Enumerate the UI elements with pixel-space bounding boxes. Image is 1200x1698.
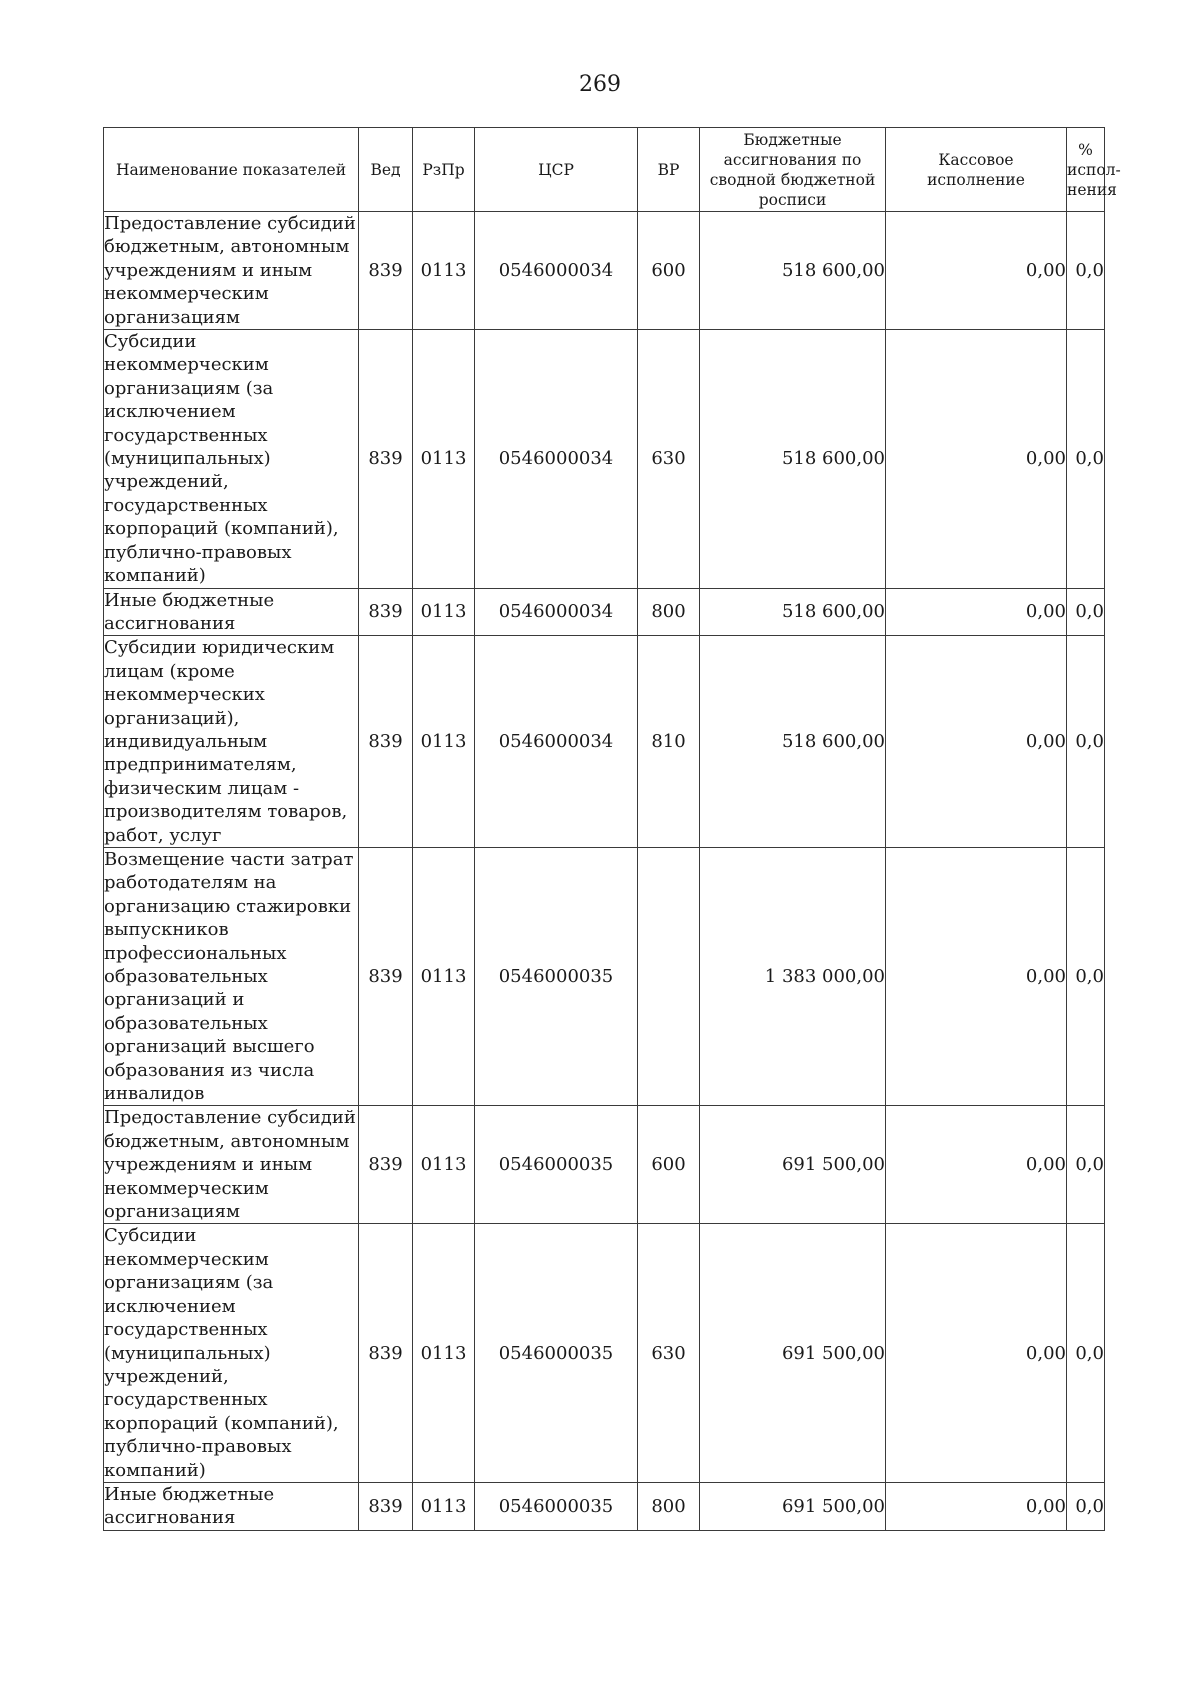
cell-name: Иные бюджетные ассигнования: [104, 588, 359, 636]
cell-csr: 0546000034: [475, 588, 638, 636]
cell-vr: 630: [638, 1224, 700, 1482]
cell-rzpr: 0113: [413, 330, 475, 588]
cell-cash-execution: 0,00: [886, 330, 1067, 588]
cell-assignment: 691 500,00: [700, 1106, 886, 1224]
cell-cash-execution: 0,00: [886, 636, 1067, 848]
header-row: [104, 128, 1105, 212]
cell-cash-execution: 0,00: [886, 1482, 1067, 1530]
cell-rzpr: 0113: [413, 588, 475, 636]
table-row: [104, 1482, 1105, 1530]
cell-csr: 0546000035: [475, 847, 638, 1105]
cell-vr: 800: [638, 1482, 700, 1530]
cell-percent: 0,0: [1067, 588, 1105, 636]
table-row: [104, 212, 1105, 330]
cell-percent: 0,0: [1067, 636, 1105, 848]
header-csr: ЦСР: [475, 128, 638, 212]
header-cash: Кассовое исполнение: [886, 128, 1067, 212]
table-row: [104, 588, 1105, 636]
cell-vr: 630: [638, 330, 700, 588]
header-assign: Бюджетные ассигнования по сводной бюджетной росписи: [700, 128, 886, 212]
header-ved: Вед: [359, 128, 413, 212]
page-number: 269: [579, 72, 621, 97]
cell-rzpr: 0113: [413, 1482, 475, 1530]
cell-ved: 839: [359, 330, 413, 588]
cell-rzpr: 0113: [413, 636, 475, 848]
cell-cash-execution: 0,00: [886, 588, 1067, 636]
cell-assignment: 518 600,00: [700, 212, 886, 330]
cell-percent: 0,0: [1067, 1106, 1105, 1224]
cell-ved: 839: [359, 636, 413, 848]
header-pct: % испол-нения: [1067, 128, 1105, 212]
cell-rzpr: 0113: [413, 212, 475, 330]
cell-csr: 0546000034: [475, 212, 638, 330]
cell-ved: 839: [359, 1482, 413, 1530]
cell-rzpr: 0113: [413, 847, 475, 1105]
cell-percent: 0,0: [1067, 1224, 1105, 1482]
cell-assignment: 691 500,00: [700, 1224, 886, 1482]
cell-ved: 839: [359, 212, 413, 330]
cell-vr: [638, 847, 700, 1105]
cell-csr: 0546000034: [475, 636, 638, 848]
cell-vr: 600: [638, 1106, 700, 1224]
budget-table: [103, 127, 1121, 1531]
cell-ved: 839: [359, 588, 413, 636]
cell-csr: 0546000034: [475, 330, 638, 588]
cell-vr: 600: [638, 212, 700, 330]
cell-name: Предоставление субсидий бюджетным, автономным учреждениям и иным некоммерческим организациям: [104, 212, 359, 330]
header-name: Наименование показателей: [104, 128, 359, 212]
cell-percent: 0,0: [1067, 212, 1105, 330]
cell-rzpr: 0113: [413, 1224, 475, 1482]
cell-assignment: 518 600,00: [700, 588, 886, 636]
table-row: [104, 1106, 1105, 1224]
cell-assignment: 1 383 000,00: [700, 847, 886, 1105]
cell-name: Предоставление субсидий бюджетным, автономным учреждениям и иным некоммерческим организациям: [104, 1106, 359, 1224]
cell-csr: 0546000035: [475, 1106, 638, 1224]
cell-vr: 810: [638, 636, 700, 848]
cell-cash-execution: 0,00: [886, 1224, 1067, 1482]
cell-percent: 0,0: [1067, 330, 1105, 588]
cell-assignment: 691 500,00: [700, 1482, 886, 1530]
cell-name: Иные бюджетные ассигнования: [104, 1482, 359, 1530]
cell-name: Возмещение части затрат работодателям на организацию стажировки выпускников профессиональных образовательных организаций и образовательных организаций высшего образования из числа инвалидов: [104, 847, 359, 1105]
cell-cash-execution: 0,00: [886, 212, 1067, 330]
cell-name: Субсидии некоммерческим организациям (за исключением государственных (муниципальных) учреждений, государственных корпораций (компаний), публично-правовых компаний): [104, 1224, 359, 1482]
header-rzpr: РзПр: [413, 128, 475, 212]
cell-cash-execution: 0,00: [886, 847, 1067, 1105]
cell-ved: 839: [359, 1224, 413, 1482]
cell-ved: 839: [359, 1106, 413, 1224]
table-row: [104, 847, 1105, 1105]
table-row: [104, 1224, 1105, 1482]
header-vr: ВР: [638, 128, 700, 212]
cell-cash-execution: 0,00: [886, 1106, 1067, 1224]
cell-vr: 800: [638, 588, 700, 636]
cell-percent: 0,0: [1067, 847, 1105, 1105]
table-row: [104, 330, 1105, 588]
cell-ved: 839: [359, 847, 413, 1105]
cell-csr: 0546000035: [475, 1224, 638, 1482]
cell-name: Субсидии некоммерческим организациям (за исключением государственных (муниципальных) учреждений, государственных корпораций (компаний), публично-правовых компаний): [104, 330, 359, 588]
cell-name: Субсидии юридическим лицам (кроме некоммерческих организаций), индивидуальным предпринимателям, физическим лицам - производителям товаров, работ, услуг: [104, 636, 359, 848]
cell-rzpr: 0113: [413, 1106, 475, 1224]
cell-assignment: 518 600,00: [700, 636, 886, 848]
cell-csr: 0546000035: [475, 1482, 638, 1530]
table-row: [104, 636, 1105, 848]
cell-percent: 0,0: [1067, 1482, 1105, 1530]
cell-assignment: 518 600,00: [700, 330, 886, 588]
